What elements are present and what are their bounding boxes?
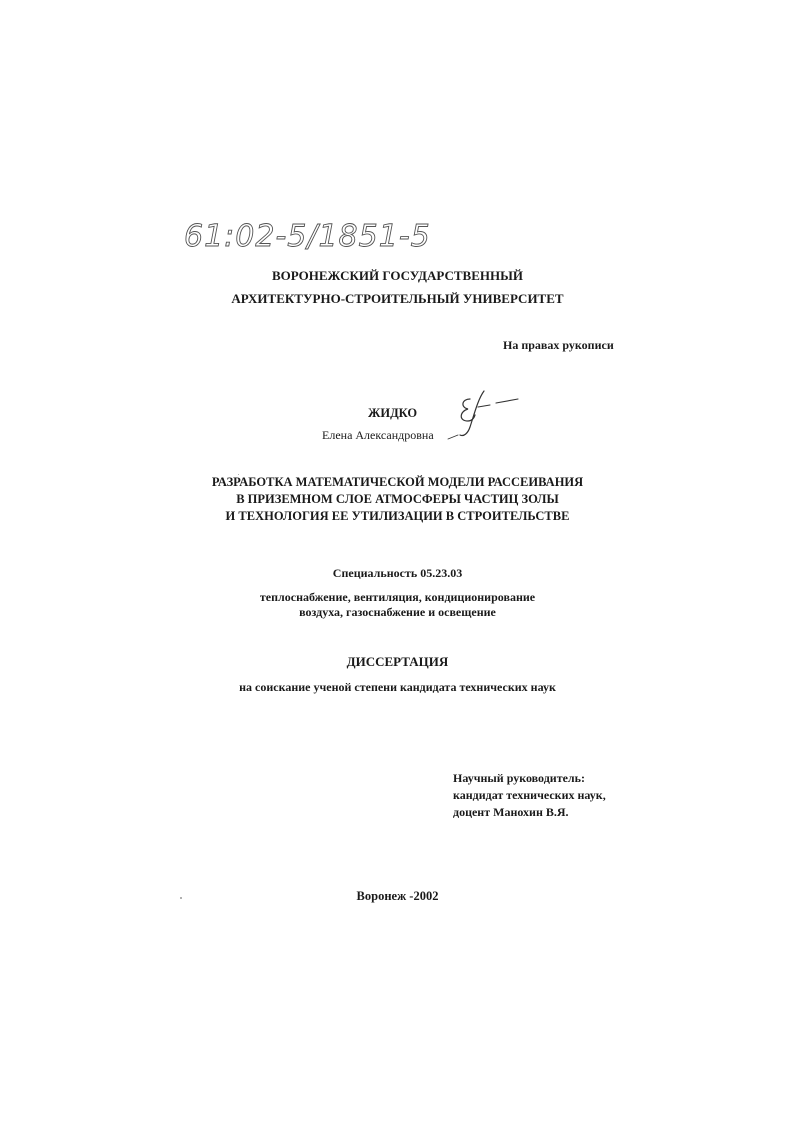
author-surname: ЖИДКО [368, 406, 418, 420]
university-name-line-2: АРХИТЕКТУРНО-СТРОИТЕЛЬНЫЙ УНИВЕРСИТЕТ [231, 291, 564, 306]
document-type-heading: ДИССЕРТАЦИЯ [346, 654, 449, 669]
title-line-1: РАЗРАБОТКА МАТЕМАТИЧЕСКОЙ МОДЕЛИ РАССЕИВАНИЯ [211, 475, 584, 489]
author-signature [444, 385, 524, 440]
degree-purpose: на соискание ученой степени кандидата технических наук [239, 680, 556, 694]
title-line-3: И ТЕХНОЛОГИЯ ЕЕ УТИЛИЗАЦИИ В СТРОИТЕЛЬСТВЕ [225, 509, 570, 523]
scan-speck [238, 474, 239, 475]
university-name-line-1: ВОРОНЕЖСКИЙ ГОСУДАРСТВЕННЫЙ [272, 268, 523, 283]
rights-note: На правах рукописи [503, 338, 614, 352]
specialty-description [0, 590, 795, 620]
supervisor-line-1: Научный руководитель: [453, 771, 585, 785]
title-line-2: В ПРИЗЕМНОМ СЛОЕ АТМОСФЕРЫ ЧАСТИЦ ЗОЛЫ [236, 492, 559, 506]
supervisor-line-2: кандидат технических наук, [453, 788, 606, 802]
specialty-description-line-1: теплоснабжение, вентиляция, кондиционирование [259, 590, 536, 604]
city-year: Воронеж -2002 [356, 889, 439, 903]
supervisor-block [453, 770, 606, 821]
supervisor-line-3: доцент Манохин В.Я. [453, 805, 569, 819]
author-given-names: Елена Александровна [322, 428, 434, 442]
handwritten-archive-number [182, 212, 462, 262]
dissertation-title [0, 474, 795, 525]
scan-speck [180, 897, 182, 899]
handwritten-archive-number-text: 61:02-5/1851-5 [184, 219, 431, 254]
specialty-code: Специальность 05.23.03 [332, 566, 463, 580]
specialty-description-line-2: воздуха, газоснабжение и освещение [299, 605, 496, 619]
